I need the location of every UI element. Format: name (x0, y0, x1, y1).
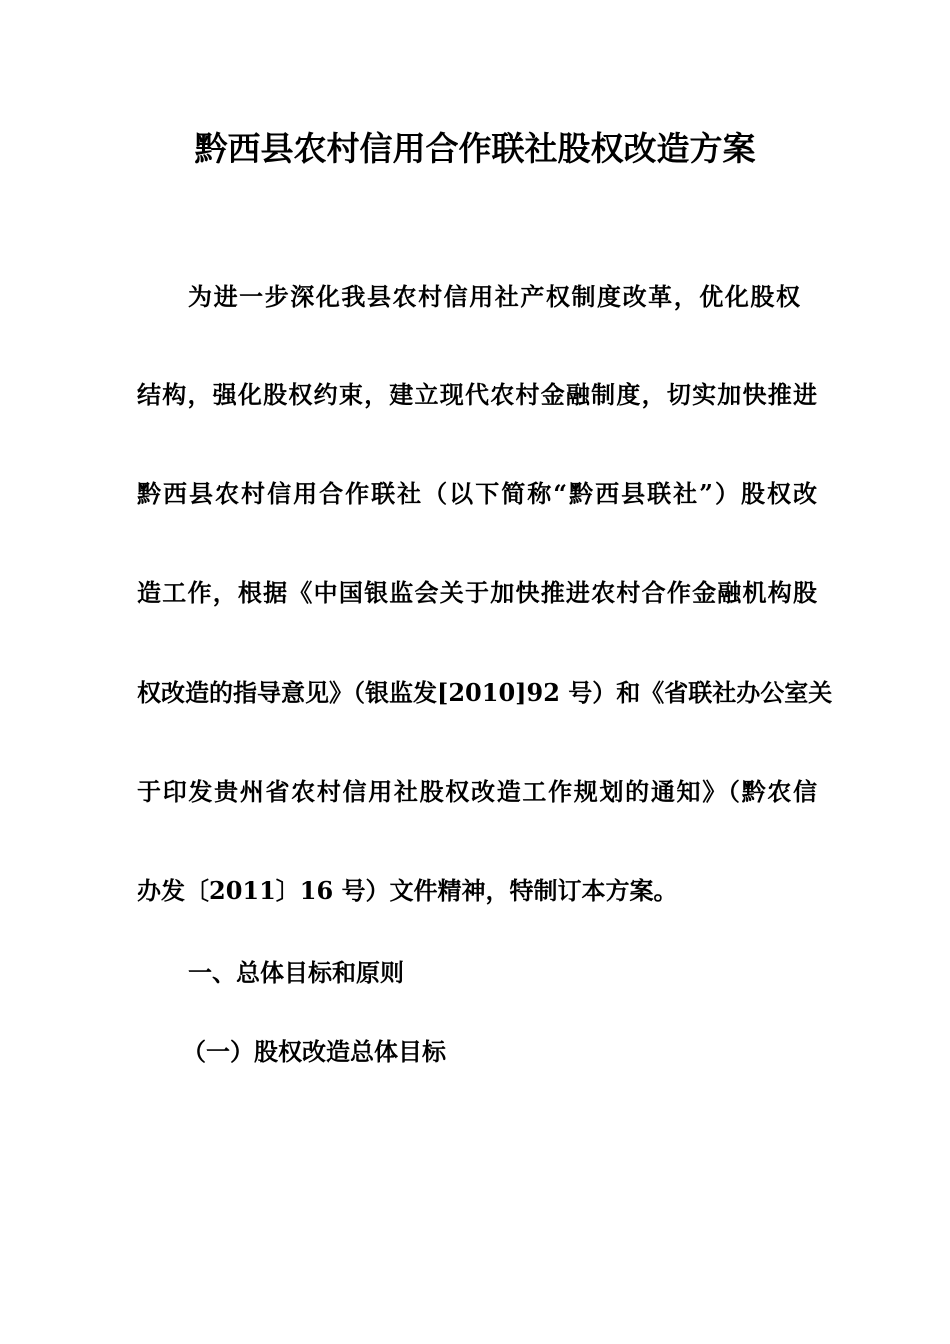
document-title: 黔西县农村信用合作联社股权改造方案 (194, 129, 756, 168)
subsection-heading: （一）股权改造总体目标 (182, 1037, 446, 1066)
paragraph-line: 为进一步深化我县农村信用社产权制度改革，优化股权 (188, 282, 800, 311)
paragraph-line: 结构，强化股权约束，建立现代农村金融制度，切实加快推进 (137, 380, 817, 409)
paragraph-line: 黔西县农村信用合作联社（以下简称“黔西县联社”）股权改 (137, 479, 817, 508)
paragraph-line: 于印发贵州省农村信用社股权改造工作规划的通知》（黔农信 (137, 777, 817, 806)
paragraph-line: 造工作，根据《中国银监会关于加快推进农村合作金融机构股 (137, 578, 817, 607)
section-heading: 一、总体目标和原则 (188, 959, 404, 987)
paragraph-line: 权改造的指导意见》（银监发[2010]92 号）和《省联社办公室关 (137, 678, 833, 707)
paragraph-line: 办发〔2011〕16 号）文件精神，特制订本方案。 (137, 876, 678, 905)
